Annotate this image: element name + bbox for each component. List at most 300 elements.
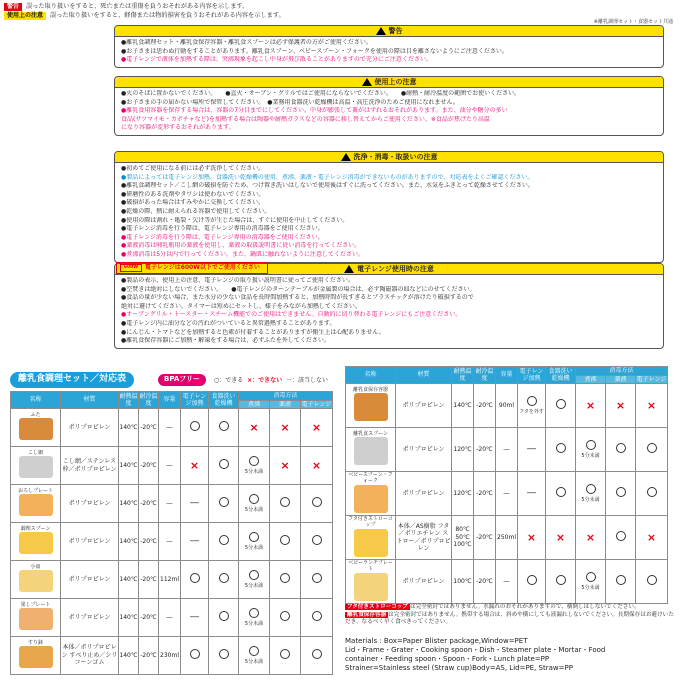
boil-cell xyxy=(239,599,270,637)
mw-cell xyxy=(636,472,668,516)
item-name: 離乳食保存容器 xyxy=(352,387,388,394)
circle-mark xyxy=(219,497,229,507)
chem-cell xyxy=(270,409,301,447)
section-cleaning xyxy=(114,151,664,263)
warning-icon xyxy=(376,27,386,35)
circle-mark xyxy=(556,575,566,585)
product-image xyxy=(354,485,388,513)
mw-heat-cell xyxy=(518,472,546,516)
table-row xyxy=(11,447,333,485)
item-cell xyxy=(346,428,396,472)
boil-note: 5分未満 xyxy=(581,452,600,459)
heat-cell: 140℃ xyxy=(452,384,474,428)
product-image xyxy=(19,494,53,516)
col-material: 材質 xyxy=(396,367,452,384)
note-container xyxy=(345,612,675,627)
materials-line: Materials : Box=Paper Blister package,Window=PET xyxy=(345,637,528,645)
circle-mark xyxy=(556,487,566,497)
line: ●離乳食用容器を保存する場合は、容器の7分目までにしてください。中身が膨張して蓋がはずれるおそれがあります。また、油分や糖分の多い xyxy=(121,107,508,115)
warning-icon xyxy=(362,78,372,86)
boil-cell xyxy=(239,561,270,599)
item-name: おろしプレート xyxy=(18,488,53,495)
cross-mark: × xyxy=(311,458,322,472)
line: ●離乳食保存容器にご加熱・解凍をする場合は、必ずふたを外してください。 xyxy=(121,337,330,345)
note-text: は完全密封ではありません。水漏れのおそれがありますので、横倒しはしないでください。 xyxy=(410,604,640,610)
mw-heat-cell xyxy=(181,485,209,523)
dash-mark: ― xyxy=(190,497,199,508)
microwave-icon: 600W xyxy=(120,264,142,272)
item-cell xyxy=(11,523,61,561)
boil-cell xyxy=(239,485,270,523)
boil-cell xyxy=(576,428,606,472)
mw-cell xyxy=(636,428,668,472)
col-heat: 耐熱温度 xyxy=(453,367,472,382)
line: ●電子レンジで液体を加熱する際は、突沸現象を起こし中身が飛び散ることがありますので充分にご注意ください。 xyxy=(121,56,432,64)
circle-mark xyxy=(280,611,290,621)
heat-cell: 140℃ xyxy=(119,599,139,637)
item-cell xyxy=(346,516,396,560)
legend xyxy=(214,377,328,385)
dash-mark: ― xyxy=(190,535,199,546)
circle-mark xyxy=(312,535,322,545)
dishwasher-cell xyxy=(209,637,239,675)
capacity-cell: ― xyxy=(496,428,518,472)
boil-note: 5分未満 xyxy=(244,582,264,589)
capacity-cell: ― xyxy=(159,447,181,485)
item-name: ふた xyxy=(30,412,41,419)
capacity-cell: 90ml xyxy=(496,384,518,428)
mw-heat-cell xyxy=(181,561,209,599)
chem-cell xyxy=(606,560,636,604)
material-cell: ポリプロピレン xyxy=(61,599,119,637)
line: 食品(サツマイモ・カボチャなど)を加熱する場合は陶器や耐熱ガラスなどの容器に移し替えてからご使用ください。※食品が焦げたり高温 xyxy=(121,115,490,123)
line: ●電子レンジ内に油分などの汚れがついていると異常過熱することがあります。 xyxy=(121,319,336,327)
table-row xyxy=(346,560,668,604)
item-cell xyxy=(11,485,61,523)
cold-cell: -20℃ xyxy=(139,637,159,675)
mw-cell xyxy=(301,485,333,523)
line: ●お子さまの手の届かない場所で保管してください。 ●業務用食器洗い乾燥機は高温・高圧洗浄のためご使用になれません。 xyxy=(121,98,459,106)
capacity-cell: ― xyxy=(159,485,181,523)
bpa-free-badge: BPAフリー xyxy=(158,374,206,386)
dash-mark: ― xyxy=(190,611,199,622)
line: ●空焚きは絶対にしないでください。 ●電子レンジのターンテーブルが金属製の場合は、必ず陶磁器の皿などにのせてください。 xyxy=(121,285,476,293)
dishwasher-cell xyxy=(546,428,576,472)
mw-cell xyxy=(301,447,333,485)
note-text: は完全密封ではありません。携帯する場合は、斜めや横にしても液漏れしないでください。長期保存はお避けいただき、なるべく早く食べきってください。 xyxy=(345,611,674,626)
dash-mark: ― xyxy=(527,487,536,498)
warning-legend-text: 誤った取り扱いをすると、死亡または重傷を負うおそれがある内容を示します。 xyxy=(26,2,249,10)
line: ●食品の量が少ない場合、また水分の少ない食品を長時間加熱すると、加熱時間が長すぎるとプラスチックが溶けたり破損するので xyxy=(121,294,474,302)
circle-mark xyxy=(312,649,322,659)
circle-mark xyxy=(280,535,290,545)
table-row xyxy=(346,516,668,560)
item-cell xyxy=(11,447,61,485)
item-name: すり鉢 xyxy=(27,640,43,647)
capacity-cell: ― xyxy=(159,599,181,637)
cross-mark: × xyxy=(646,398,657,412)
left-compat-table xyxy=(10,391,333,675)
circle-mark xyxy=(586,440,596,450)
section-warning xyxy=(114,25,664,68)
table-row xyxy=(346,472,668,516)
material-cell: こし網／ステンレス 枠／ポリプロピレン xyxy=(61,447,119,485)
bottom-notes xyxy=(345,604,675,627)
dishwasher-cell xyxy=(546,384,576,428)
boil-cell xyxy=(576,384,606,428)
product-image xyxy=(354,437,388,465)
cold-cell: -20℃ xyxy=(474,560,496,604)
heat-cell: 140℃ xyxy=(119,447,139,485)
material-cell: ポリプロピレン xyxy=(396,560,452,604)
mw-cell xyxy=(636,516,668,560)
circle-mark xyxy=(219,649,229,659)
item-name: 果しプレート xyxy=(20,602,51,609)
heat-cell: 120℃ xyxy=(452,428,474,472)
cross-mark: × xyxy=(585,530,596,544)
cold-cell: -20℃ xyxy=(139,523,159,561)
product-image xyxy=(19,532,53,554)
circle-mark xyxy=(527,575,537,585)
col-cold: 耐冷温度 xyxy=(475,367,494,382)
mw-heat-cell xyxy=(181,599,209,637)
note-label: フタ付きストローコップ xyxy=(347,604,409,610)
chem-cell xyxy=(270,523,301,561)
cold-cell: -20℃ xyxy=(474,384,496,428)
line: ●製品によっては電子レンジ加熱、食器洗い乾燥機の使用、煮沸、薬液・電子レンジ消毒ができないものがありますので、対応表をよくご確認ください。 xyxy=(121,173,534,181)
capacity-cell: ― xyxy=(496,560,518,604)
warning-tag: 警告 xyxy=(4,3,22,11)
item-name: こし網 xyxy=(27,450,43,457)
circle-mark xyxy=(556,443,566,453)
cross-mark: × xyxy=(615,398,626,412)
cross-mark: × xyxy=(189,458,200,472)
cold-cell: -20℃ xyxy=(474,516,496,560)
circle-mark xyxy=(616,531,626,541)
heat-cell: 100℃ xyxy=(452,560,474,604)
boil-cell xyxy=(576,516,606,560)
col-dishwasher: 食器洗い乾燥機 xyxy=(546,367,576,384)
section-title: 電子レンジ使用時の注意 xyxy=(357,264,434,273)
dash-mark: ― xyxy=(527,443,536,454)
dishwasher-cell xyxy=(209,447,239,485)
material-cell: ポリプロピレン xyxy=(396,384,452,428)
dishwasher-cell xyxy=(209,599,239,637)
product-image xyxy=(19,456,53,478)
cold-cell: -20℃ xyxy=(139,409,159,447)
section-microwave xyxy=(114,263,664,349)
material-cell: ポリプロピレン xyxy=(396,428,452,472)
item-name: 離乳食スプーン xyxy=(353,431,388,438)
microwave-limit-box xyxy=(116,262,268,274)
table-header-row xyxy=(11,392,333,401)
heat-cell: 140℃ xyxy=(119,523,139,561)
dishwasher-cell xyxy=(209,409,239,447)
top-warnings xyxy=(4,2,624,20)
item-name: ベビーランチプレート xyxy=(348,560,393,573)
col-name: 名称 xyxy=(346,367,396,384)
heat-cell: 140℃ xyxy=(119,409,139,447)
chem-cell xyxy=(606,384,636,428)
caution-legend-text: 誤った取り扱いをすると、軽傷または物的損害を負うおそれがある内容を示します。 xyxy=(50,11,285,19)
heat-cell: 140℃ xyxy=(119,637,139,675)
materials-line: Strainer=Stainless steel (Straw cup)Body=AS, Lid=PE, Straw=PP xyxy=(345,664,573,673)
circle-mark xyxy=(647,443,657,453)
mw-note: フタを外す xyxy=(519,408,544,415)
cold-cell: -20℃ xyxy=(139,561,159,599)
boil-cell xyxy=(576,472,606,516)
circle-mark xyxy=(616,443,626,453)
circle-mark xyxy=(280,497,290,507)
boil-note: 5分未満 xyxy=(581,584,600,591)
circle-mark xyxy=(190,421,200,431)
cross-mark: × xyxy=(280,458,290,472)
product-image xyxy=(354,529,388,557)
warning-icon xyxy=(344,265,354,273)
circle-mark xyxy=(219,611,229,621)
cross-mark: × xyxy=(646,530,657,544)
mw-cell xyxy=(301,561,333,599)
mw-heat-cell xyxy=(181,637,209,675)
mw-cell xyxy=(301,409,333,447)
product-image xyxy=(354,573,388,601)
capacity-cell: 112ml xyxy=(159,561,181,599)
line: ●使用の際は割れ・亀裂・欠け等が生じた場合は、すぐに使用を中止してください。 xyxy=(121,216,349,224)
line: ●乾燥の際、熱に耐えられる容器で使用してください。 xyxy=(121,207,271,215)
caution-tag: 使用上の注意 xyxy=(4,12,46,20)
section-caution xyxy=(114,76,664,136)
circle-mark xyxy=(647,487,657,497)
col-disinfect: 消毒方法 xyxy=(576,367,668,376)
cross-mark: × xyxy=(249,420,259,434)
circle-mark xyxy=(219,573,229,583)
circle-mark xyxy=(312,573,322,583)
mw-cell xyxy=(636,560,668,604)
circle-mark xyxy=(249,570,259,580)
item-cell xyxy=(11,599,61,637)
circle-mark xyxy=(556,399,566,409)
col-dishwasher: 食器洗い乾燥機 xyxy=(209,392,239,409)
item-cell xyxy=(11,637,61,675)
cold-cell: -20℃ xyxy=(474,428,496,472)
dishwasher-cell xyxy=(209,523,239,561)
line: ●電子レンジ消毒を行う際は、電子レンジ専用の消毒器をご使用ください。 xyxy=(121,233,324,241)
col-name: 名称 xyxy=(11,392,61,409)
common-note: ※離乳調理セット・食器セット共通 xyxy=(593,19,673,25)
heat-cell: 120℃ xyxy=(452,472,474,516)
capacity-cell: ― xyxy=(159,523,181,561)
capacity-cell: ― xyxy=(159,409,181,447)
heat-cell: 80℃ 50℃ 100℃ xyxy=(452,516,474,560)
table-title: 離乳食調理セット／対応表 xyxy=(10,372,134,388)
materials-line: container・Feeding spoon・Spoon・Fork・Lunch plate=PP xyxy=(345,655,550,664)
product-image xyxy=(19,646,53,668)
circle-mark xyxy=(616,487,626,497)
table-row xyxy=(11,637,333,675)
line: ●にんじん・トマトなどを加熱すると色素が付着することがありますが衛生上は心配ありません。 xyxy=(121,328,385,336)
section-header xyxy=(115,152,663,163)
table-row xyxy=(11,485,333,523)
section-title: 警告 xyxy=(388,26,403,35)
legend-can: ○：できる xyxy=(214,377,244,384)
mw-heat-cell xyxy=(518,560,546,604)
line: ●破損があった場合はすみやかに交換してください。 xyxy=(121,199,265,207)
product-image xyxy=(354,393,388,421)
circle-mark xyxy=(219,535,229,545)
dishwasher-cell xyxy=(209,485,239,523)
chem-cell xyxy=(270,561,301,599)
col-capacity: 容量 xyxy=(159,392,181,409)
product-image xyxy=(19,608,53,630)
col-disinfect: 消毒方法 xyxy=(239,392,333,401)
circle-mark xyxy=(312,611,322,621)
mw-cell xyxy=(301,637,333,675)
mw-heat-cell xyxy=(181,447,209,485)
cold-cell: -20℃ xyxy=(139,447,159,485)
section-title: 使用上の注意 xyxy=(374,77,417,86)
mw-heat-cell xyxy=(518,428,546,472)
warning-icon xyxy=(341,153,351,161)
boil-note: 5分未満 xyxy=(244,544,264,551)
table-row xyxy=(11,561,333,599)
col-mw: 電子レンジ xyxy=(636,375,667,383)
chem-cell xyxy=(270,485,301,523)
circle-mark xyxy=(249,608,259,618)
col-chem: 薬液 xyxy=(606,375,636,384)
circle-mark xyxy=(280,649,290,659)
chem-cell xyxy=(270,637,301,675)
section-header xyxy=(115,26,663,37)
boil-note: 5分未満 xyxy=(244,468,264,475)
item-cell xyxy=(346,384,396,428)
boil-note: 5分未満 xyxy=(244,620,264,627)
table-row xyxy=(11,599,333,637)
product-image xyxy=(19,418,53,440)
line: ●オーブングリル・トースター・スチーム機能でのご使用はできません。自動的に切り替わる電子レンジにもご注意ください。 xyxy=(121,311,462,319)
dishwasher-cell xyxy=(546,560,576,604)
mw-cell xyxy=(301,523,333,561)
circle-mark xyxy=(616,575,626,585)
boil-cell xyxy=(239,637,270,675)
caution-legend-row xyxy=(4,11,624,20)
section-header xyxy=(115,77,663,88)
line: 絶対に避けてください。タイマーは短めにセットし、様子をみながら加熱してください。 xyxy=(121,302,361,310)
mw-heat-cell xyxy=(518,516,546,560)
mw-cell xyxy=(301,599,333,637)
capacity-cell: 250ml xyxy=(496,516,518,560)
chem-cell xyxy=(270,447,301,485)
line: ●お子さまは思わぬ行動をすることがあります。離乳食スプーン、ベビースプーン・フォークを使用の際は目を離さないようにご注意ください。 xyxy=(121,47,508,55)
circle-mark xyxy=(190,573,200,583)
section-title: 洗浄・消毒・取扱いの注意 xyxy=(353,152,438,161)
col-heat: 耐熱温度 xyxy=(119,392,138,407)
note-straw-cup xyxy=(345,604,675,612)
heat-cell: 140℃ xyxy=(119,561,139,599)
chem-cell xyxy=(270,599,301,637)
circle-mark xyxy=(249,646,259,656)
chem-cell xyxy=(606,472,636,516)
note-label: 離乳食保存容器 xyxy=(347,611,387,618)
item-name: 小皿 xyxy=(30,564,41,571)
table-row xyxy=(11,523,333,561)
cross-mark: × xyxy=(311,420,322,434)
circle-mark xyxy=(527,396,537,406)
line: になり容器が変形するおそれがあります。 xyxy=(121,124,235,132)
dishwasher-cell xyxy=(209,561,239,599)
material-cell: 本体／ポリプロピレン すべり止め／シリコーンゴム xyxy=(61,637,119,675)
materials-list xyxy=(345,637,675,673)
line: ●電子レンジ消毒を行う際は、電子レンジ専用の消毒器をご使用ください。 xyxy=(121,225,324,233)
material-cell: ポリプロピレン xyxy=(61,523,119,561)
circle-mark xyxy=(312,497,322,507)
col-cold: 耐冷温度 xyxy=(139,392,158,407)
circle-mark xyxy=(647,575,657,585)
legend-na: －：該当しない xyxy=(285,377,328,384)
cold-cell: -20℃ xyxy=(139,599,159,637)
boil-note: 5分未満 xyxy=(244,658,264,665)
microwave-limit-text: 電子レンジは600W以下でご使用ください xyxy=(145,264,260,272)
circle-mark xyxy=(190,649,200,659)
materials-line: Lid・Frame・Grater・Cooking spoon・Dish・Steamer plate・Mortar・Food xyxy=(345,646,606,655)
mw-cell xyxy=(636,384,668,428)
circle-mark xyxy=(280,573,290,583)
col-mw: 電子レンジ xyxy=(301,400,332,408)
col-capacity: 容量 xyxy=(496,367,518,384)
heat-cell: 140℃ xyxy=(119,485,139,523)
item-cell xyxy=(11,409,61,447)
col-material: 材質 xyxy=(61,392,119,409)
mw-heat-cell xyxy=(181,409,209,447)
chem-cell xyxy=(606,428,636,472)
cross-mark: × xyxy=(280,420,290,434)
line: ●製品の表示、使用上の注意、電子レンジの取り扱い説明書に従ってご使用ください。 xyxy=(121,277,354,284)
boil-note: 5分未満 xyxy=(581,496,600,503)
table-row xyxy=(11,409,333,447)
line: ●火のそばに置かないでください。 ●直火・オーブン・グリルではご使用にならないでください。 ●耐熱・耐冷温度の範囲でお使いください。 xyxy=(121,90,521,97)
circle-mark xyxy=(249,456,259,466)
line: ●離乳食調理セット・離乳食保存容器・離乳食スプーンは必ず保護者の方がご使用ください。 xyxy=(121,39,372,46)
legend-cannot: ×：できない xyxy=(247,377,283,384)
table-row xyxy=(346,428,668,472)
item-cell xyxy=(346,560,396,604)
circle-mark xyxy=(249,532,259,542)
product-image xyxy=(19,570,53,592)
cross-mark: × xyxy=(585,398,596,412)
table-row xyxy=(346,384,668,428)
dishwasher-cell xyxy=(546,472,576,516)
boil-cell xyxy=(239,447,270,485)
col-boil: 煮沸 xyxy=(576,375,606,384)
circle-mark xyxy=(249,494,259,504)
item-cell xyxy=(11,561,61,599)
warning-legend-row xyxy=(4,2,624,11)
capacity-cell: ― xyxy=(496,472,518,516)
material-cell: ポリプロピレン xyxy=(61,561,119,599)
boil-cell xyxy=(576,560,606,604)
line: ●初めてご使用になる前には必ず洗浄してください。 xyxy=(121,165,265,172)
circle-mark xyxy=(219,421,229,431)
col-chem: 薬液 xyxy=(270,400,301,409)
boil-cell xyxy=(239,409,270,447)
item-name: フタ付きストローコップ xyxy=(348,516,393,529)
boil-cell xyxy=(239,523,270,561)
boil-note: 5分未満 xyxy=(244,506,264,513)
circle-mark xyxy=(586,484,596,494)
material-cell: ポリプロピレン xyxy=(61,485,119,523)
right-compat-table xyxy=(345,366,668,604)
material-cell: 本体／AS樹脂 フタ／ポリエチレン ストロー／ポリプロピレン xyxy=(396,516,452,560)
line: ●煮沸消毒は5分以内で行ってください。また、鍋肌に触れないように注意してください。 xyxy=(121,250,365,258)
